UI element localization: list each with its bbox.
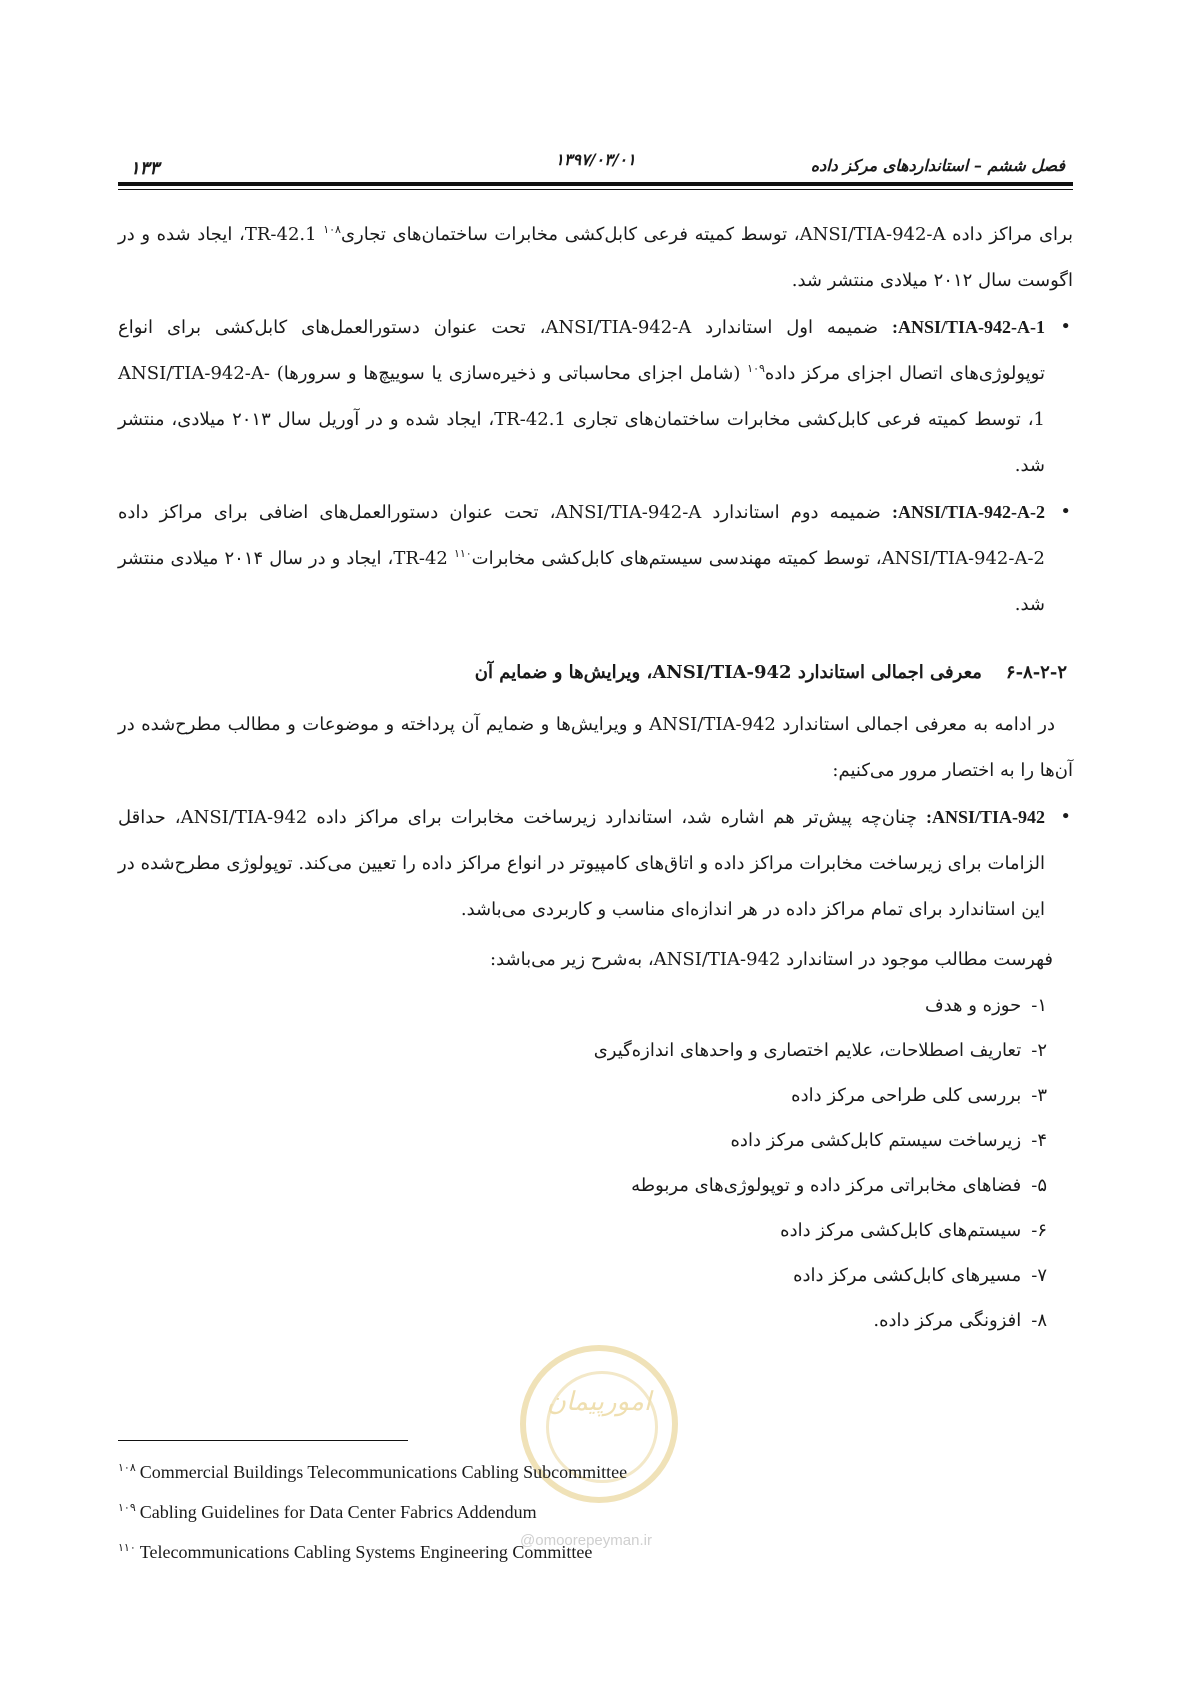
toc-item xyxy=(118,1208,1047,1253)
toc-text: افزونگی مرکز داده. xyxy=(873,1310,1022,1331)
footnote-number: ۱۱۰ xyxy=(118,1542,136,1554)
footnote-text: Cabling Guidelines for Data Center Fabrics Addendum xyxy=(139,1502,537,1522)
page-number: ۱۳۳ xyxy=(130,158,160,179)
toc-number: ۲- xyxy=(1031,1040,1047,1061)
bullet-text: TR-42، ایجاد و در سال ۲۰۱۴ میلادی منتشر شد. xyxy=(118,548,1045,615)
toc-number: ۷- xyxy=(1031,1265,1047,1286)
toc-number: ۱- xyxy=(1031,995,1047,1016)
footnote-ref[interactable]: ۱۰۹ xyxy=(747,362,765,375)
header-rule-thin xyxy=(118,189,1073,190)
bullet-942 xyxy=(118,794,1073,933)
footnote-ref[interactable]: ۱۱۰ xyxy=(453,547,472,560)
bullet-term: ANSI/TIA-942-A-1: xyxy=(891,317,1045,337)
toc-number: ۳- xyxy=(1031,1085,1047,1106)
bullet-term: ANSI/TIA-942: xyxy=(925,807,1046,827)
toc-text: زیرساخت سیستم کابل‌کشی مرکز داده xyxy=(730,1130,1022,1151)
bullet-term: ANSI/TIA-942-A-2: xyxy=(891,502,1045,522)
footnote-108 xyxy=(118,1450,627,1490)
bullet-text: ضمیمه اول استاندارد ANSI/TIA-942-A، تحت عنوان دستورالعمل‌های کابل‌کشی برای انواع توپولوژی‌های اتصال اجزای مرکز داده xyxy=(118,317,1045,384)
bullet-942-a-1 xyxy=(118,304,1073,489)
header-date: ۱۳۹۷/۰۳/۰۱ xyxy=(555,150,636,169)
toc-item xyxy=(118,983,1047,1028)
toc-heading: فهرست مطالب موجود در استاندارد ANSI/TIA-942، به‌شرح زیر می‌باشد: xyxy=(490,949,1053,970)
toc-text: سیستم‌های کابل‌کشی مرکز داده xyxy=(780,1220,1022,1241)
toc-text: حوزه و هدف xyxy=(924,995,1022,1016)
toc-item xyxy=(118,1298,1047,1343)
intro-paragraph: در ادامه به معرفی اجمالی استاندارد ANSI/TIA-942 و ویرایش‌ها و ضمایم آن پرداخته و موضوعات و مطالب مطرح‌شده در آن‌ها را به اختصار مرور می‌کنیم: xyxy=(118,714,1073,781)
footnote-ref[interactable]: ۱۰۸ xyxy=(323,223,341,236)
toc-number: ۵- xyxy=(1031,1175,1047,1196)
footnote-text: Telecommunications Cabling Systems Engineering Committee xyxy=(139,1542,593,1562)
section-title: معرفی اجمالی استاندارد ANSI/TIA-942، ویرایش‌ها و ضمایم آن xyxy=(474,662,982,683)
watermark-text: @omoorepeyman.ir xyxy=(520,1532,652,1549)
paragraph-text: برای مراکز داده ANSI/TIA-942-A، توسط کمیته فرعی کابل‌کشی مخابرات ساختمان‌های تجاری xyxy=(340,224,1073,245)
toc-text: مسیرهای کابل‌کشی مرکز داده xyxy=(793,1265,1022,1286)
toc-list xyxy=(118,983,1073,1343)
paragraph-continuation xyxy=(118,212,1073,304)
bullet-942-a-2 xyxy=(118,489,1073,628)
toc-text: فضاهای مخابراتی مرکز داده و توپولوژی‌های مربوطه xyxy=(631,1175,1022,1196)
bullet-text: (شامل اجزای محاسباتی و ذخیره‌سازی یا سوییچ‌ها و سرورها) ANSI/TIA-942-A-1، توسط کمیته فرعی کابل‌کشی مخابرات ساختمان‌های تجاری TR-42.1، ایجاد شده و در آوریل سال ۲۰۱۳ میلادی، منتشر شد. xyxy=(118,363,1045,476)
seal-text: امورپیمان xyxy=(546,1387,652,1417)
page-header xyxy=(118,150,1073,184)
toc-number: ۶- xyxy=(1031,1220,1047,1241)
page-body xyxy=(118,212,1073,1343)
paragraph-text: TR-42.1، ایجاد شده و در اگوست سال ۲۰۱۲ میلادی منتشر شد. xyxy=(118,224,1073,291)
section-number: ۶-۸-۲-۲ xyxy=(1005,662,1067,683)
bullet-text: چنان‌چه پیش‌تر هم اشاره شد، استاندارد زیرساخت مخابرات برای مراکز داده ANSI/TIA-942، حداقل الزامات برای زیرساخت مخابرات مراکز داده و اتاق‌های کامپیوتر در انواع مراکز داده را تعیین می‌کند. توپولوژی مطرح‌شده در این استاندارد برای تمام مراکز داده در هر اندازه‌ای مناسب و کاربردی می‌باشد. xyxy=(118,807,1045,920)
footnote-number: ۱۰۸ xyxy=(118,1462,136,1474)
header-rule-thick xyxy=(118,182,1073,186)
toc-item xyxy=(118,1163,1047,1208)
footnote-109 xyxy=(118,1490,627,1530)
toc-item xyxy=(118,1118,1047,1163)
toc-number: ۸- xyxy=(1031,1310,1047,1331)
footnotes xyxy=(118,1450,627,1570)
toc-item xyxy=(118,1028,1047,1073)
toc-text: بررسی کلی طراحی مرکز داده xyxy=(791,1085,1022,1106)
footnote-number: ۱۰۹ xyxy=(118,1502,136,1514)
toc-text: تعاریف اصطلاحات، علایم اختصاری و واحدهای اندازه‌گیری xyxy=(593,1040,1022,1061)
footnote-text: Commercial Buildings Telecommunications Cabling Subcommittee xyxy=(139,1462,628,1482)
toc-item xyxy=(118,1253,1047,1298)
chapter-title: فصل ششم – استانداردهای مرکز داده xyxy=(810,156,1065,175)
footnote-divider xyxy=(118,1440,408,1441)
toc-item xyxy=(118,1073,1047,1118)
toc-number: ۴- xyxy=(1031,1130,1047,1151)
section-heading xyxy=(118,650,1073,696)
bullet-text: ضمیمه دوم استاندارد ANSI/TIA-942-A، تحت عنوان دستورالعمل‌های اضافی برای مراکز داده ANSI/TIA-942-A-2، توسط کمیته مهندسی سیستم‌های کابل‌کشی مخابرات xyxy=(118,502,1046,569)
